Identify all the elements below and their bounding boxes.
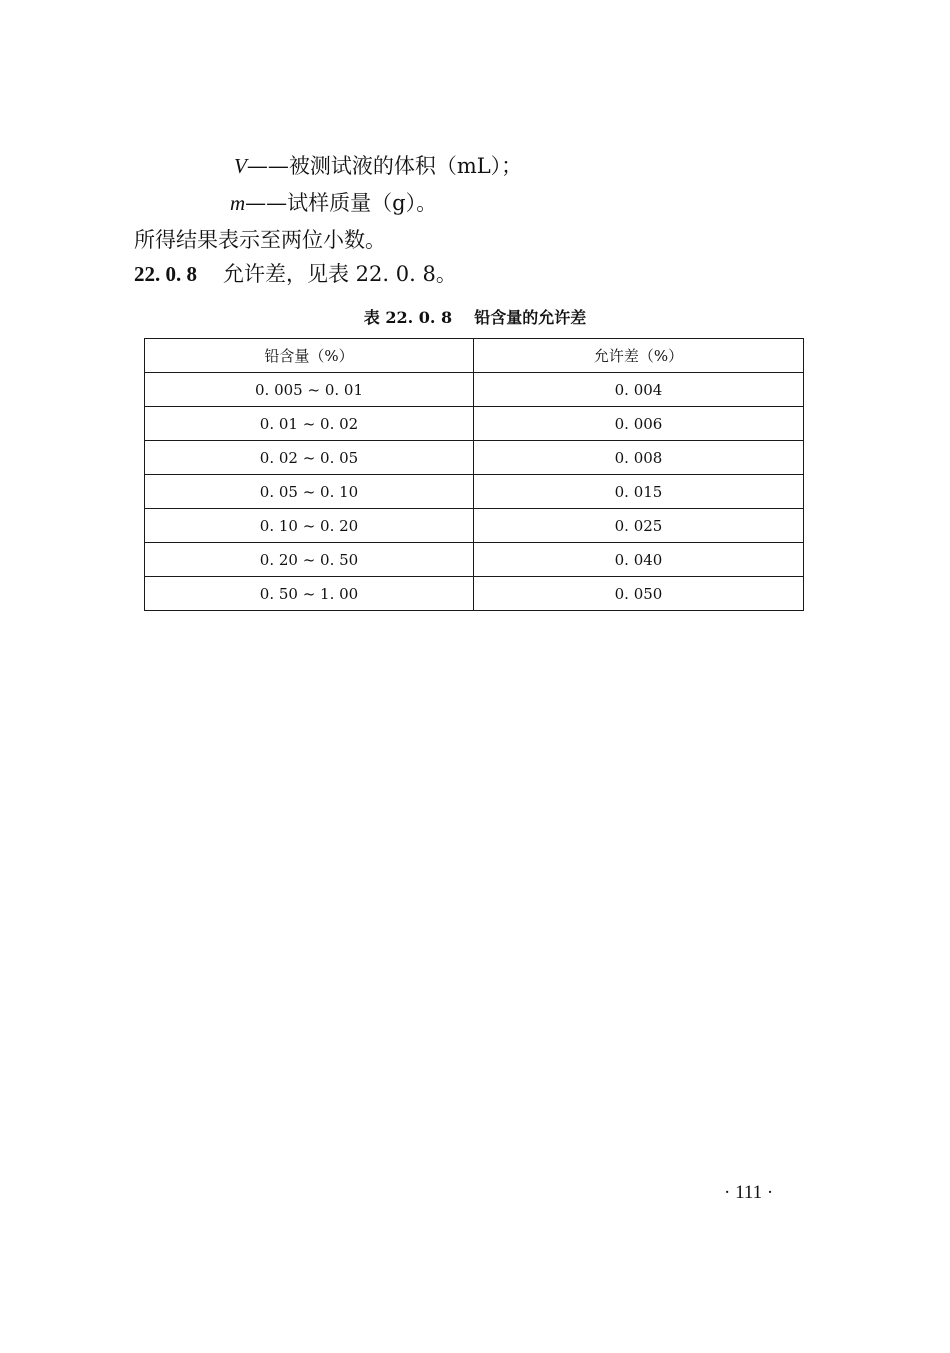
table-row [145,441,804,475]
tolerance-cell: 0. 004 [474,373,804,407]
definition-text: 被测试液的体积（mL）； [288,154,523,178]
symbol-m: m [230,191,246,215]
header-tolerance: 允许差（%） [474,339,804,373]
lead-content-cell: 0. 05 ~ 0. 10 [145,475,474,509]
tolerance-cell: 0. 015 [474,475,804,509]
table-row [145,577,804,611]
lead-content-cell: 0. 50 ~ 1. 00 [145,577,474,611]
tolerance-cell: 0. 008 [474,441,804,475]
tolerance-cell: 0. 040 [474,543,804,577]
tolerance-cell: 0. 025 [474,509,804,543]
clause-text: 允许差，见表 22. 0. 8。 [223,262,457,286]
table-caption [0,307,950,329]
page-number: · 111 · [724,1182,774,1203]
lead-content-cell: 0. 20 ~ 0. 50 [145,543,474,577]
definition-mass [230,190,437,216]
definition-dash: —— [246,154,289,178]
tolerance-cell: 0. 006 [474,407,804,441]
table-row [145,373,804,407]
clause-number: 22. 0. 8 [134,262,197,286]
definition-dash: —— [245,191,288,215]
lead-tolerance-table [144,338,804,611]
definition-text: 试样质量（g）。 [287,191,438,215]
header-lead-content: 铅含量（%） [145,339,474,373]
table-header-row [145,339,804,373]
lead-content-cell: 0. 005 ~ 0. 01 [145,373,474,407]
tolerance-cell: 0. 050 [474,577,804,611]
result-precision-note: 所得结果表示至两位小数。 [134,228,386,252]
table-row [145,475,804,509]
definition-volume [234,153,522,179]
lead-content-cell: 0. 01 ~ 0. 02 [145,407,474,441]
table-caption-number: 表 22. 0. 8 [363,308,453,327]
symbol-v: V [234,154,247,178]
table-row [145,509,804,543]
lead-content-cell: 0. 02 ~ 0. 05 [145,441,474,475]
table-row [145,407,804,441]
table-row [145,543,804,577]
table-caption-title: 铅含量的允许差 [474,308,587,327]
lead-content-cell: 0. 10 ~ 0. 20 [145,509,474,543]
clause-22-0-8 [134,261,457,287]
